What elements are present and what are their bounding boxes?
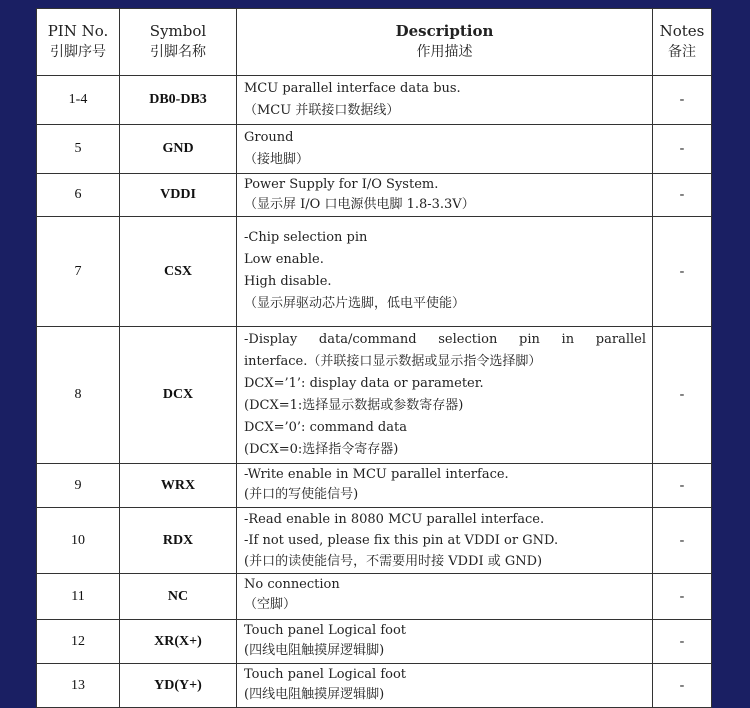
pin-number: 13 (37, 664, 120, 708)
pin-description (237, 574, 653, 620)
pin-description (237, 217, 653, 327)
description-line: （接地脚） (244, 152, 310, 167)
pin-symbol: WRX (120, 464, 237, 508)
description-line: -Chip selection pin (244, 230, 368, 245)
pin-note: - (653, 125, 712, 174)
table-row (37, 125, 712, 174)
header-desc-en: Description (395, 22, 494, 40)
header-row (37, 9, 712, 76)
pin-description (237, 327, 653, 464)
description-line: DCX=’0’: command data (244, 420, 407, 435)
description-line: MCU parallel interface data bus. (244, 81, 461, 96)
pin-description (237, 76, 653, 125)
description-line: （MCU 并联接口数据线） (244, 103, 400, 118)
pin-note: - (653, 217, 712, 327)
pin-number: 11 (37, 574, 120, 620)
table-row (37, 508, 712, 574)
pin-symbol: GND (120, 125, 237, 174)
description-line: High disable. (244, 274, 332, 289)
description-line: （空脚） (244, 597, 297, 612)
description-line: Touch panel Logical foot (244, 667, 407, 682)
description-line: (四线电阻触摸屏逻辑脚) (244, 687, 385, 702)
header-symbol (120, 9, 237, 76)
pin-description (237, 620, 653, 664)
table-row (37, 620, 712, 664)
pin-number: 10 (37, 508, 120, 574)
table-row (37, 574, 712, 620)
header-desc-zh: 作用描述 (416, 44, 473, 60)
pin-symbol: DB0-DB3 (120, 76, 237, 125)
header-pin-en: PIN No. (47, 22, 109, 40)
description-line: -Display data/command selection pin in parallel (244, 332, 646, 347)
description-line: -Write enable in MCU parallel interface. (244, 467, 509, 482)
header-description (237, 9, 653, 76)
pin-number: 5 (37, 125, 120, 174)
pin-note: - (653, 327, 712, 464)
pin-note: - (653, 508, 712, 574)
description-line: Power Supply for I/O System. (244, 177, 439, 192)
pin-number: 8 (37, 327, 120, 464)
description-line: DCX=’1’: display data or parameter. (244, 376, 484, 391)
pin-description (237, 174, 653, 217)
header-pin-zh: 引脚序号 (50, 44, 106, 60)
pin-description (237, 508, 653, 574)
description-line: Low enable. (244, 252, 324, 267)
table-row (37, 76, 712, 125)
description-line: Ground (244, 130, 294, 145)
pin-number: 1-4 (37, 76, 120, 125)
pin-definition-table (36, 8, 712, 708)
pin-number: 7 (37, 217, 120, 327)
pin-symbol: DCX (120, 327, 237, 464)
pin-note: - (653, 620, 712, 664)
header-pin-number (37, 9, 120, 76)
pin-description (237, 125, 653, 174)
pin-note: - (653, 464, 712, 508)
description-line: （显示屏 I/O 口电源供电脚 1.8-3.3V） (244, 197, 475, 212)
table-row (37, 174, 712, 217)
description-line: （显示屏驱动芯片选脚，低电平使能） (244, 296, 466, 311)
description-line: (并口的写使能信号) (244, 487, 359, 502)
header-notes (653, 9, 712, 76)
description-line: No connection (244, 577, 340, 592)
pin-symbol: CSX (120, 217, 237, 327)
pin-symbol: XR(X+) (120, 620, 237, 664)
pin-note: - (653, 664, 712, 708)
description-line: (DCX=1:选择显示数据或参数寄存器) (244, 398, 464, 413)
table-row (37, 464, 712, 508)
description-line: (四线电阻触摸屏逻辑脚) (244, 643, 385, 658)
pin-symbol: VDDI (120, 174, 237, 217)
pin-note: - (653, 574, 712, 620)
pin-number: 9 (37, 464, 120, 508)
header-symbol-en: Symbol (149, 22, 207, 40)
pin-description (237, 464, 653, 508)
description-line: (并口的读使能信号，不需要用时接 VDDI 或 GND) (244, 554, 543, 569)
pin-symbol: YD(Y+) (120, 664, 237, 708)
table-row (37, 217, 712, 327)
pin-note: - (653, 174, 712, 217)
header-symbol-zh: 引脚名称 (150, 44, 206, 60)
pin-symbol: RDX (120, 508, 237, 574)
description-line: interface.（并联接口显示数据或显示指令选择脚） (244, 354, 542, 369)
description-line: -Read enable in 8080 MCU parallel interface. (244, 512, 545, 527)
table-row (37, 327, 712, 464)
pin-number: 6 (37, 174, 120, 217)
pin-note: - (653, 76, 712, 125)
description-line: -If not used, please fix this pin at VDDI or GND. (244, 533, 559, 548)
description-line: (DCX=0:选择指令寄存器) (244, 442, 399, 457)
header-notes-zh: 备注 (668, 44, 696, 60)
pin-symbol: NC (120, 574, 237, 620)
description-line: Touch panel Logical foot (244, 623, 407, 638)
header-notes-en: Notes (659, 22, 705, 40)
pin-number: 12 (37, 620, 120, 664)
